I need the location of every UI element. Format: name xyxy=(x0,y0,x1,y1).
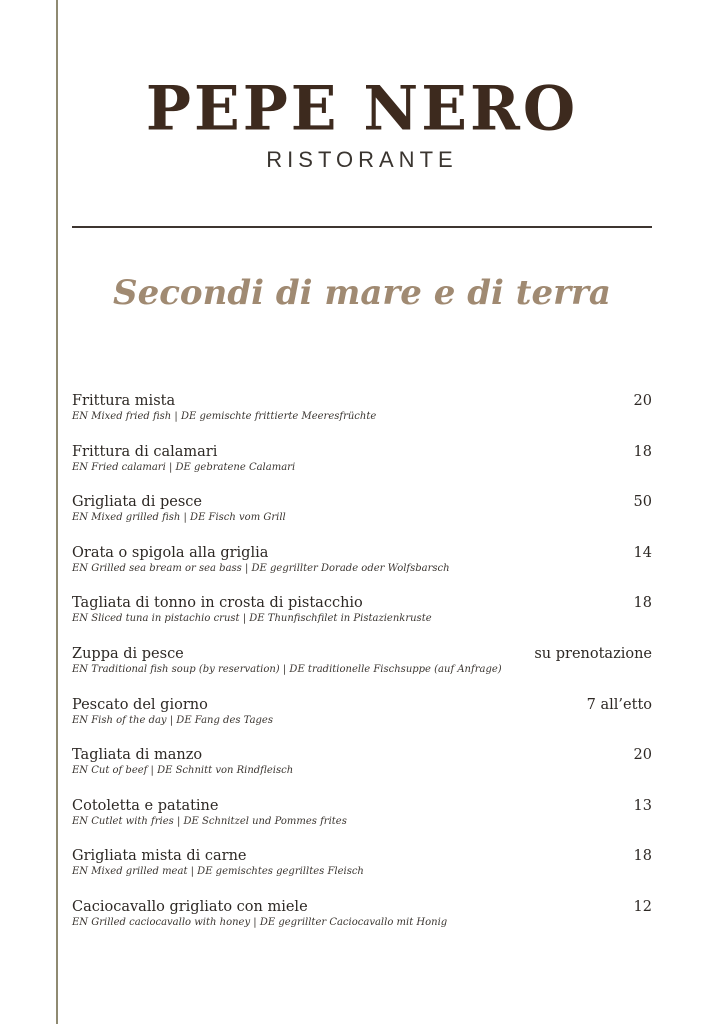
item-name: Pescato del giorno xyxy=(72,696,208,713)
header-divider xyxy=(72,226,652,228)
menu-item-zuppa-di-pesce xyxy=(72,645,652,696)
section-title: Secondi di mare e di terra xyxy=(113,273,611,313)
item-name: Tagliata di manzo xyxy=(72,747,203,764)
item-description: EN Sliced tuna in pistachio crust | DE Thunfischfilet in Pistazienkruste xyxy=(72,613,432,625)
menu-item-frittura-mista xyxy=(72,392,652,443)
item-price: 18 xyxy=(633,848,652,865)
item-name: Zuppa di pesce xyxy=(72,645,184,662)
left-border-line xyxy=(56,0,58,1024)
menu-item-pescato-del-giorno xyxy=(72,696,652,747)
menu-item-tagliata-di-manzo xyxy=(72,746,652,797)
item-description: EN Mixed grilled meat | DE gemischtes gegrilltes Fleisch xyxy=(72,866,364,878)
item-name: Caciocavallo grigliato con miele xyxy=(72,898,308,915)
item-price: 18 xyxy=(633,595,652,612)
item-price: su prenotazione xyxy=(534,645,652,662)
item-description: EN Fish of the day | DE Fang des Tages xyxy=(72,714,273,726)
item-price: 14 xyxy=(633,544,652,561)
menu-item-tagliata-di-tonno xyxy=(72,594,652,645)
item-name: Grigliata di pesce xyxy=(72,494,202,511)
item-price: 13 xyxy=(633,797,652,814)
item-name: Cotoletta e patatine xyxy=(72,797,219,814)
item-description: EN Cut of beef | DE Schnitt von Rindfleisch xyxy=(72,765,294,777)
item-description: EN Grilled caciocavallo with honey | DE gegrillter Caciocavallo mit Honig xyxy=(72,916,448,928)
restaurant-name: PEPE NERO xyxy=(145,73,579,145)
item-price: 20 xyxy=(633,747,652,764)
menu-item-orata-o-spigola xyxy=(72,544,652,595)
item-price: 7 all’etto xyxy=(586,696,652,713)
menu-list xyxy=(72,392,652,949)
item-price: 20 xyxy=(633,393,652,409)
item-description: EN Cutlet with fries | DE Schnitzel und Pommes frites xyxy=(72,815,347,827)
item-name: Orata o spigola alla griglia xyxy=(72,544,269,561)
item-price: 18 xyxy=(633,443,652,460)
item-description: EN Grilled sea bream or sea bass | DE gegrillter Dorade oder Wolfsbarsch xyxy=(72,562,450,574)
menu-item-grigliata-mista-di-carne xyxy=(72,847,652,898)
item-name: Tagliata di tonno in crosta di pistacchio xyxy=(72,595,363,612)
menu-item-grigliata-di-pesce xyxy=(72,493,652,544)
item-name: Frittura di calamari xyxy=(72,443,218,460)
item-description: EN Traditional fish soup (by reservation) | DE traditionelle Fischsuppe (auf Anfrage) xyxy=(72,663,502,675)
item-name: Grigliata mista di carne xyxy=(72,848,247,865)
item-price: 12 xyxy=(633,898,652,915)
item-description: EN Fried calamari | DE gebratene Calamari xyxy=(72,461,296,473)
restaurant-subtitle: RISTORANTE xyxy=(266,147,458,172)
menu-item-caciocavallo-grigliato xyxy=(72,898,652,949)
menu-item-cotoletta-e-patatine xyxy=(72,797,652,848)
item-description: EN Mixed grilled fish | DE Fisch vom Grill xyxy=(72,512,286,524)
item-price: 50 xyxy=(633,494,652,511)
item-description: EN Mixed fried fish | DE gemischte frittierte Meeresfrüchte xyxy=(72,411,377,422)
menu-item-frittura-di-calamari xyxy=(72,443,652,494)
item-name: Frittura mista xyxy=(72,393,176,409)
